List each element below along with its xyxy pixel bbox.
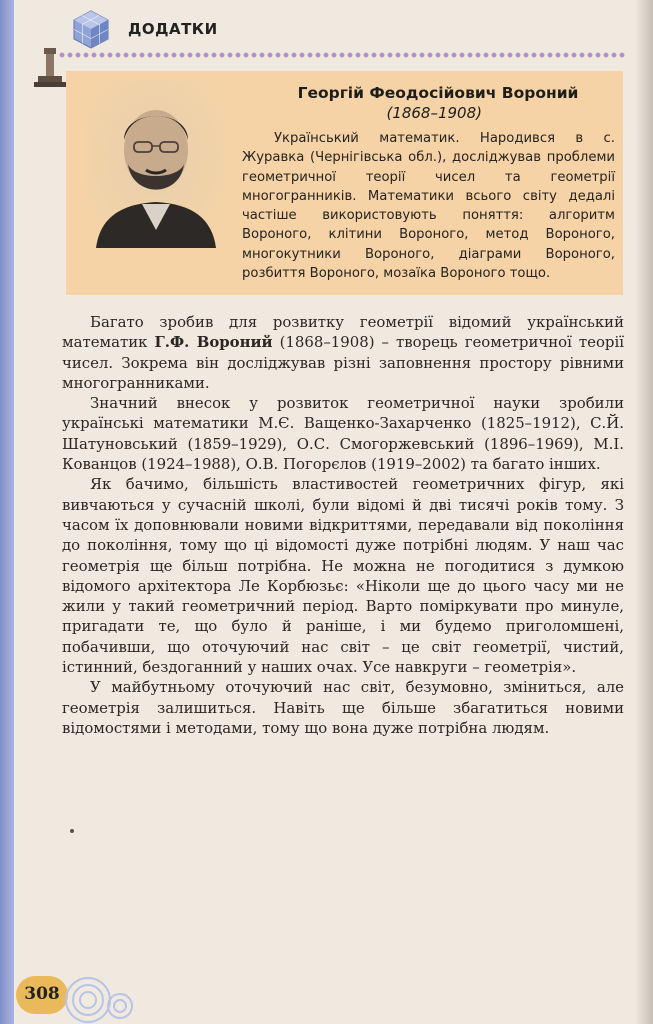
paragraph-4: У майбутньому оточуючий нас світ, безумовно, зміниться, але геометрія залишиться. Навіть ще більше збагатиться новими відомостями і методами, тому що вона дуже потрібна людям. xyxy=(62,678,624,737)
page-gutter-shadow xyxy=(635,0,653,1024)
paragraph-2: Значний внесок у розвиток геометричної науки зробили українські математики М.Є. Ващенко-Захарченко (1825–1912), С.Й. Шатуновський (1859–1929), О.С. Смогоржевський (1896–1969), М.І. Кованцов (1924–1988), О.В. Погорєлов (1919–2002) та багато інших. xyxy=(62,394,624,474)
paragraph-3: Як бачимо, більшість властивостей геометричних фігур, які вивчаються у сучасній школі, були відомі й дві тисячі років тому. З часом їх доповнювали новими відкриттями, передавали від покоління до покоління, тому що ці відомості дуже потрібні людям. У наш час геометрія ще більш потрібна. Не можна не погодитися з думкою відомого архітектора Ле Корбюзьє: «Ніколи ще до цього часу ми не жили у такий геометричний період. Варто поміркувати про минуле, пригадати те, що було й раніше, і ми будемо приголомшені, побачивши, що оточуючий нас світ – це світ геометрії, чистий, істинний, бездоганний у наших очах. Усе навкруги – геометрія». xyxy=(62,475,624,677)
paragraph-1-start: Багато зробив для розвитку геометрії відомий український математик xyxy=(62,313,624,352)
left-color-band xyxy=(0,0,14,1024)
biography-text: Український математик. Народився в с. Журавка (Чернігівська обл.), досліджував проблеми геометричної теорії чисел та геометрії многогранників. Математики всього світу дедалі частіше використовують поняття: алгоритм Вороного, клітини Вороного, метод Вороного, многокутники Вороного, діаграми Вороного, розбиття Вороного, мозаїка Вороного тощо. xyxy=(242,131,615,282)
paragraph-1 xyxy=(62,312,624,393)
biography-name: Георгій Феодосійович Вороний xyxy=(297,84,579,102)
paragraph-1-end: (1868–1908) – творець геометричної теорії чисел. Зокрема він досліджував різні заповнення простору рівними многогранниками. xyxy=(62,333,624,392)
main-text xyxy=(62,312,624,738)
pedestal-icon xyxy=(30,44,70,88)
stray-dot xyxy=(70,829,74,833)
dotted-divider xyxy=(58,52,626,58)
biography-years xyxy=(258,104,618,122)
cube-icon xyxy=(70,8,112,50)
biography-years-text: (1868–1908) xyxy=(386,104,482,122)
page-number: 308 xyxy=(24,984,60,1004)
section-title: ДОДАТКИ xyxy=(128,20,218,38)
swirl-decoration-icon xyxy=(60,960,140,1024)
portrait-icon xyxy=(86,80,224,248)
bold-name: Г.Ф. Вороний xyxy=(154,333,273,352)
